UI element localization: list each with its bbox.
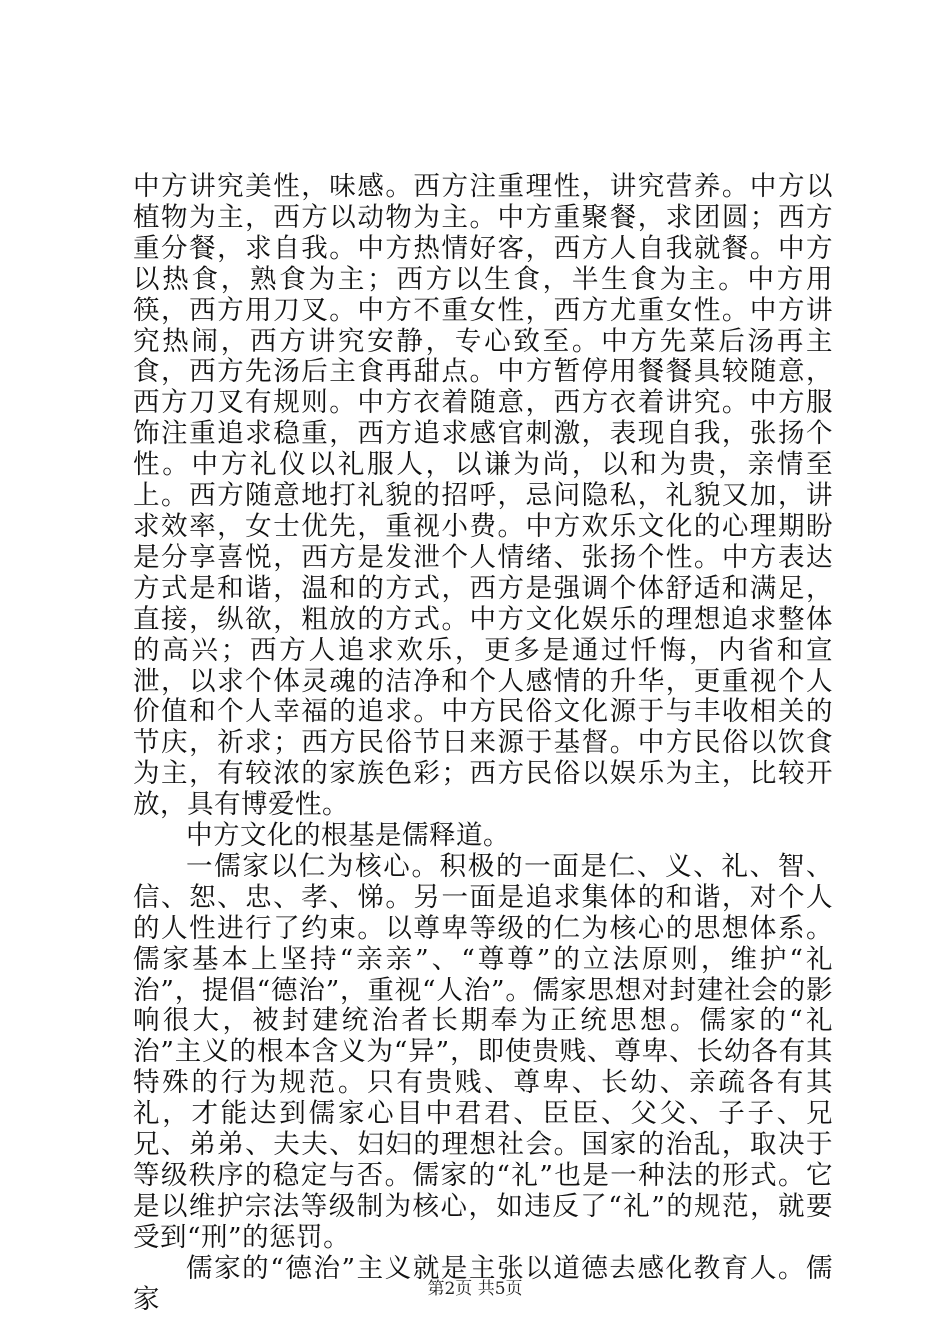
paragraph-culture-foundation: 中方文化的根基是儒释道。 [186,820,510,852]
body-text [133,172,833,1316]
page-number-footer: 第2页 共5页 [427,1279,523,1299]
paragraph-confucianism: 一儒家以仁为核心。积极的一面是仁、义、礼、智、信、恕、忠、孝、悌。另一面是追求集体的和谐，对个人的人性进行了约束。以尊卑等级的仁为核心的思想体系。儒家基本上坚持“亲亲”、“尊尊”的立法原则，维护“礼治”，提倡“德治”，重视“人治”。儒家思想对封建社会的影响很大，被封建统治者长期奉为正统思想。儒家的“礼治”主义的根本含义为“异”，即使贵贱、尊卑、长幼各有其特殊的行为规范。只有贵贱、尊卑、长幼、亲疏各有其礼，才能达到儒家心目中君君、臣臣、父父、子子、兄兄、弟弟、夫夫、妇妇的理想社会。国家的治乱，取决于等级秩序的稳定与否。儒家的“礼”也是一种法的形式。它是以维护宗法等级制为核心，如违反了“礼”的规范，就要受到“刑”的惩罚。 [133,850,833,1253]
paragraph-rule-of-virtue: 儒家的“德治”主义就是主张以道德去感化教育人。儒家 [133,1252,833,1315]
paragraph-diet-customs: 中方讲究美性，味感。西方注重理性，讲究营养。中方以植物为主，西方以动物为主。中方重聚餐，求团圆；西方重分餐，求自我。中方热情好客，西方人自我就餐。中方以热食，熟食为主；西方以生食，半生食为主。中方用筷，西方用刀叉。中方不重女性，西方尤重女性。中方讲究热闹，西方讲究安静，专心致至。中方先菜后汤再主食，西方先汤后主食再甜点。中方暂停用餐餐具较随意，西方刀叉有规则。中方衣着随意，西方衣着讲究。中方服饰注重追求稳重，西方追求感官刺激，表现自我，张扬个性。中方礼仪以礼服人，以谦为尚，以和为贵，亲情至上。西方随意地打礼貌的招呼，忌问隐私，礼貌又加，讲求效率，女士优先，重视小费。中方欢乐文化的心理期盼是分享喜悦，西方是发泄个人情绪、张扬个性。中方表达方式是和谐，温和的方式，西方是强调个体舒适和满足，直接，纵欲，粗放的方式。中方文化娱乐的理想追求整体的高兴；西方人追求欢乐，更多是通过忏悔，内省和宣泄，以求个体灵魂的洁净和个人感情的升华，更重视个人价值和个人幸福的追求。中方民俗文化源于与丰收相关的节庆，祈求；西方民俗节日来源于基督。中方民俗以饮食为主，有较浓的家族色彩；西方民俗以娱乐为主，比较开放，具有博爱性。 [133,171,833,821]
